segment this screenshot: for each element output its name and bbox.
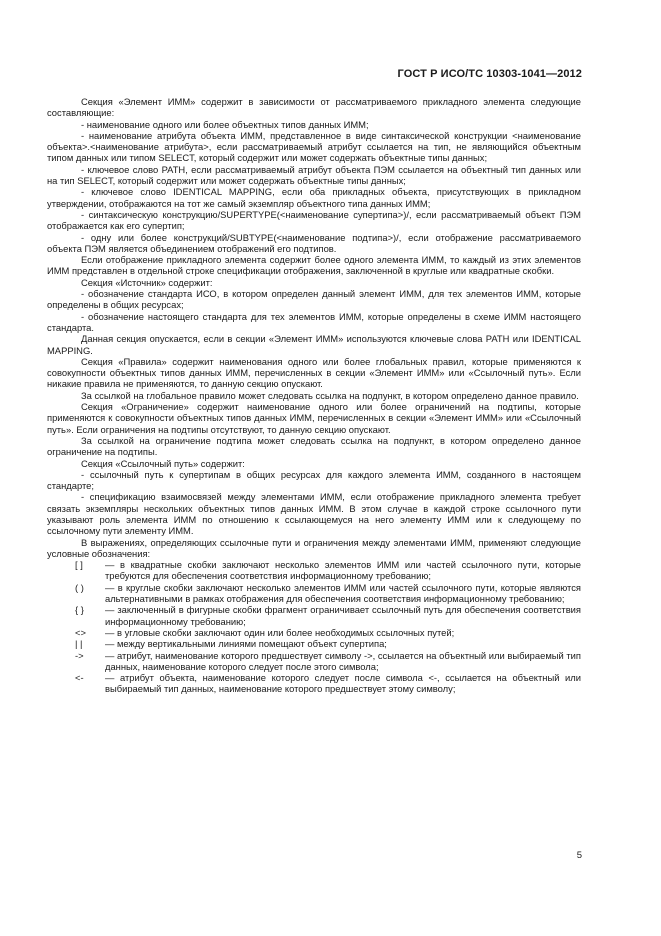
paragraph: - синтаксическую конструкцию/SUPERTYPE(<наименование супертипа>)/, если рассматриваемый объект ПЭМ отображается как его супертип;	[47, 208, 581, 232]
notation-text: — заключенный в фигурные скобки фрагмент ограничивает ссылочный путь для обеспечения соответствия информационному требованию;	[105, 604, 581, 627]
notation-symbol: | |	[75, 638, 83, 650]
notation-symbol: <-	[75, 672, 84, 684]
notation-text: — атрибут объекта, наименование которого следует после символа <-, ссылается на объектный или выбираемый тип данных, наименование которого предшествует этому символу;	[105, 672, 581, 695]
standard-designation: ГОСТ Р ИСО/ТС 10303-1041—2012	[397, 68, 582, 80]
paragraph: - обозначение стандарта ИСО, в котором определен данный элемент ИММ, для тех элементов ИММ, которые определены в общих ресурсах;	[47, 288, 581, 311]
notation-symbol: <>	[75, 626, 86, 638]
paragraph: - наименование атрибута объекта ИММ, представленное в виде синтаксической конструкции <наименование объекта>.<наименование атрибута>, если рассматриваемый атрибут ссылается на тип, не являющийся объектным типом данных или типом SELECT, который содержит или может содержать объектные типы данных;	[47, 129, 581, 164]
notation-item	[47, 650, 581, 673]
notation-text: — между вертикальными линиями помещают объект супертипа;	[105, 638, 387, 650]
paragraph: В выражениях, определяющих ссылочные пути и ограничения между элементами ИММ, применяют следующие условные обозначения:	[47, 536, 581, 559]
paragraph: Если отображение прикладного элемента содержит более одного элемента ИММ, то каждый из этих элементов ИММ представлен в отдельной строке спецификации отображения, заключенной в круглые или квадратные скобки.	[47, 254, 581, 277]
paragraph: - ссылочный путь к супертипам в общих ресурсах для каждого элемента ИММ, созданного в настоящем стандарте;	[47, 468, 581, 492]
notation-item	[47, 582, 581, 605]
notation-symbol: ->	[75, 649, 84, 661]
notation-symbol: [ ]	[75, 559, 83, 571]
notation-text: — в квадратные скобки заключают несколько элементов ИММ или частей ссылочного пути, которые требуются для обеспечения соответствия информационному требованию;	[105, 559, 581, 582]
notation-symbol: { }	[75, 604, 84, 616]
notation-item	[47, 559, 581, 582]
notation-text: — в угловые скобки заключают один или более необходимых ссылочных путей;	[105, 626, 455, 638]
notation-item	[47, 638, 581, 649]
paragraph: - ключевое слово PATH, если рассматриваемый атрибут объекта ПЭМ ссылается на объектный тип данных или на тип SELECT, который содержит или может содержать объектные типы данных;	[47, 163, 581, 187]
body-text	[47, 96, 581, 695]
paragraph: За ссылкой на глобальное правило может следовать ссылка на подпункт, в котором определено данное правило.	[81, 389, 579, 401]
notation-item	[47, 627, 581, 638]
paragraph: Секция «Правила» содержит наименования одного или более глобальных правил, которые применяются к совокупности объектных типов данных ИММ, перечисленных в секции «Элемент ИММ» или «Ссылочный путь». Если никакие правила не применяются, то данную секцию опускают.	[47, 355, 581, 390]
page-number: 5	[576, 850, 582, 861]
notation-symbol: ( )	[75, 581, 84, 593]
paragraph: Секция «Ссылочный путь» содержит:	[81, 457, 245, 469]
paragraph: - обозначение настоящего стандарта для тех элементов ИММ, которые определены в схеме ИММ настоящего стандарта.	[47, 310, 581, 333]
notation-item	[47, 672, 581, 695]
notation-text: — атрибут, наименование которого предшествует символу ->, ссылается на объектный или выбираемый тип данных, наименование которого следует после этого символа;	[105, 649, 581, 672]
paragraph: Секция «Ограничение» содержит наименование одного или более ограничений на подтипы, которые применяются к совокупности объектных типов данных ИММ, перечисленных в секции «Элемент ИММ» или «Ссылочный путь». Если ограничения на подтипы отсутствуют, то данную секцию опускают.	[47, 401, 581, 435]
paragraph: - ключевое слово IDENTICAL MAPPING, если оба прикладных объекта, присутствующих в прикладном утверждении, отображаются на тот же самый экземпляр объектного типа данных ИММ;	[47, 186, 581, 209]
paragraph: Данная секция опускается, если в секции «Элемент ИММ» используются ключевые слова PATH или IDENTICAL MAPPING.	[47, 333, 581, 356]
paragraph: За ссылкой на ограничение подтипа может следовать ссылка на подпункт, в котором определено данное ограничение на подтипы.	[47, 434, 581, 458]
paragraph: - спецификацию взаимосвязей между элементами ИММ, если отображение прикладного элемента требует связать экземпляры нескольких объектных типов данных ИММ. В этом случае в каждой строке ссылочного пути указывают роль элемента ИММ по отношению к ссылающемуся на него элементу ИММ или к следующему по ссылочному пути элементу ИММ.	[47, 491, 581, 537]
paragraph: Секция «Источник» содержит:	[81, 276, 213, 288]
paragraph: - наименование одного или более объектных типов данных ИММ;	[81, 118, 369, 130]
notation-text: — в круглые скобки заключают несколько элементов ИММ или частей ссылочного пути, которые являются альтернативными в рамках отображения для обеспечения соответствия информационному требованию;	[105, 581, 581, 605]
paragraph: - одну или более конструкций/SUBTYPE(<наименование подтипа>)/, если отображение рассматриваемого объекта ПЭМ является объединением отображений его подтипов.	[47, 231, 581, 254]
paragraph: Секция «Элемент ИММ» содержит в зависимости от рассматриваемого прикладного элемента следующие составляющие:	[47, 96, 581, 119]
notation-item	[47, 604, 581, 627]
